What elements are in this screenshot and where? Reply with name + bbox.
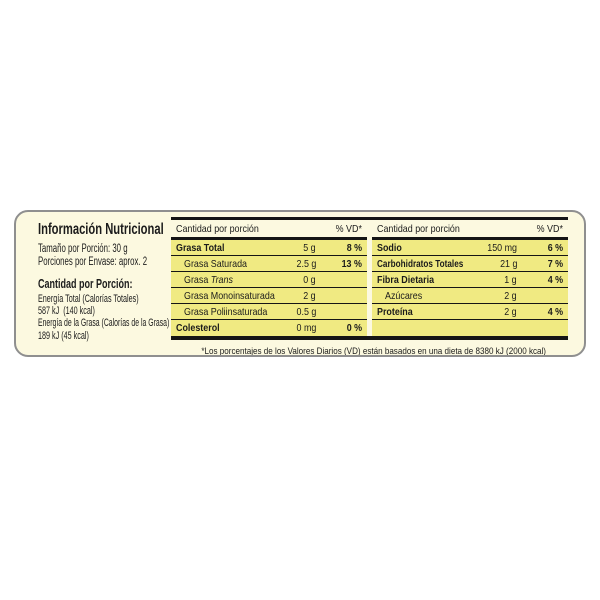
amount-per-serving-text: Cantidad por Porción: <box>38 277 133 291</box>
nutrient-name-italic: Trans <box>210 273 233 286</box>
nutrient-amount <box>276 322 316 334</box>
nutrient-name-text: Carbohidratos Totales <box>377 257 464 270</box>
nutrient-amount <box>276 242 316 254</box>
nutrition-label-panel <box>14 210 586 357</box>
nutrient-dv-text: 13 % <box>341 257 362 270</box>
nutrition-table-carbs <box>372 220 568 336</box>
nutrient-name <box>171 322 276 334</box>
serving-size-text: Tamaño por Porción: 30 g <box>38 243 128 255</box>
daily-value-footnote-text: *Los porcentajes de los Valores Diarios (VD) están basados en una dieta de 8380 kJ (2000 kcal) <box>201 346 547 357</box>
nutrient-amount <box>477 322 517 334</box>
nutrient-dv-text: 4 % <box>547 273 563 286</box>
table-header-daily-value: % VD* <box>536 222 563 235</box>
amount-per-serving-heading <box>38 277 171 291</box>
nutrient-daily-value <box>517 290 568 302</box>
nutrient-row-proteina <box>372 304 568 320</box>
energy-total-value <box>38 305 171 317</box>
energy-fat-value-text: 189 kJ (45 kcal) <box>38 329 89 342</box>
nutrient-row-azucares <box>372 288 568 304</box>
nutrient-name <box>171 306 276 318</box>
nutrient-daily-value <box>517 306 568 318</box>
nutrient-daily-value <box>316 322 367 334</box>
nutrient-name-text: Grasa Saturada <box>184 257 248 270</box>
nutrient-name <box>171 274 276 286</box>
nutrient-amount-text: 0 g <box>303 273 316 286</box>
nutrient-amount <box>477 258 517 270</box>
nutrient-amount <box>276 258 316 270</box>
servings-per-container-line <box>38 256 171 269</box>
nutrient-row-fibra-dietaria <box>372 272 568 288</box>
nutrient-amount <box>477 290 517 302</box>
nutrient-amount-text: 2 g <box>504 289 517 302</box>
servings-per-container-text: Porciones por Envase: aprox. 2 <box>38 255 148 268</box>
nutrient-rows-carbs <box>372 240 568 336</box>
nutrient-amount <box>477 274 517 286</box>
nutrient-name-text: Grasa Poliinsaturada <box>184 305 268 318</box>
nutrient-row-empty <box>372 320 568 336</box>
nutrient-dv-text: 4 % <box>547 305 563 318</box>
nutrient-amount-text: 1 g <box>504 273 517 286</box>
table-header-fats <box>171 220 367 237</box>
nutrient-name <box>171 290 276 302</box>
nutrient-daily-value <box>517 258 568 270</box>
nutrient-name <box>372 290 477 302</box>
nutrient-name <box>372 322 477 334</box>
nutrient-name <box>171 242 276 254</box>
nutrition-title <box>38 220 171 239</box>
energy-fat-value <box>38 330 171 342</box>
nutrient-name <box>171 258 276 270</box>
energy-total-value-text: 587 kJ (140 kcal) <box>38 305 95 318</box>
nutrient-row-grasa-saturada <box>171 256 367 272</box>
table-header-daily-value: % VD* <box>335 222 362 235</box>
nutrient-daily-value <box>316 258 367 270</box>
nutrient-row-grasa-trans <box>171 272 367 288</box>
nutrient-rows-fats <box>171 240 367 336</box>
nutrition-summary-block <box>16 212 171 355</box>
nutrient-name <box>372 258 477 270</box>
nutrient-name <box>372 242 477 254</box>
nutrient-amount <box>477 306 517 318</box>
serving-size-line <box>38 243 171 256</box>
nutrient-name-text: Colesterol <box>176 322 220 334</box>
nutrient-daily-value <box>517 274 568 286</box>
table-header-amount: Cantidad por porción <box>176 222 259 235</box>
nutrient-tables-block <box>171 217 568 355</box>
nutrient-amount <box>477 242 517 254</box>
nutrient-amount-text: 2 g <box>504 305 517 318</box>
thick-rule-bottom <box>171 336 568 340</box>
nutrient-amount-text: 0.5 g <box>296 305 316 318</box>
nutrient-dv-text: 6 % <box>547 241 563 254</box>
nutrient-name-text: Sodio <box>377 241 402 254</box>
nutrient-dv-text: 7 % <box>547 257 563 270</box>
energy-total-label-text: Energía Total (Calorías Totales) <box>38 293 139 305</box>
nutrient-name <box>372 274 477 286</box>
nutrient-amount-text: 2 g <box>303 289 316 302</box>
nutrient-daily-value <box>517 322 568 334</box>
nutrient-name-text: Azúcares <box>385 289 423 302</box>
nutrient-row-grasa-monoinsaturada <box>171 288 367 304</box>
nutrient-table-columns <box>171 220 568 336</box>
nutrient-name <box>372 306 477 318</box>
nutrition-table-fats <box>171 220 367 336</box>
nutrient-amount-text: 21 g <box>499 257 517 270</box>
table-header-amount: Cantidad por porción <box>377 222 460 235</box>
nutrient-daily-value <box>316 274 367 286</box>
nutrient-row-grasa-poliinsaturada <box>171 304 367 320</box>
nutrient-row-grasa-total <box>171 240 367 256</box>
table-header-carbs <box>372 220 568 237</box>
nutrient-daily-value <box>316 242 367 254</box>
nutrient-name-text: Grasa Monoinsaturada <box>184 289 275 302</box>
nutrient-amount <box>276 290 316 302</box>
nutrient-dv-text: 0 % <box>346 322 362 334</box>
nutrient-row-colesterol <box>171 320 367 336</box>
nutrient-amount-text: 2.5 g <box>296 257 316 270</box>
nutrient-name-text: Fibra Dietaria <box>377 273 435 286</box>
nutrient-name-text: Proteína <box>377 305 413 318</box>
nutrient-row-sodio <box>372 240 568 256</box>
nutrient-dv-text: 8 % <box>346 241 362 254</box>
nutrient-amount-text: 150 mg <box>487 241 517 254</box>
nutrient-daily-value <box>316 290 367 302</box>
nutrient-amount-text: 0 mg <box>296 322 316 334</box>
nutrient-daily-value <box>316 306 367 318</box>
nutrition-title-text: Información Nutricional <box>38 221 164 238</box>
energy-fat-label-text: Energía de la Grasa (Calorías de la Grasa) <box>38 317 170 330</box>
nutrient-amount <box>276 274 316 286</box>
energy-fat-label <box>38 317 171 329</box>
nutrient-amount <box>276 306 316 318</box>
nutrient-row-carbohidratos-totales <box>372 256 568 272</box>
energy-total-label <box>38 293 171 305</box>
nutrient-name-text: Grasa Total <box>176 241 225 254</box>
nutrient-name-text <box>184 274 233 286</box>
daily-value-footnote <box>171 346 568 357</box>
nutrient-name-prefix: Grasa <box>184 273 211 286</box>
nutrient-daily-value <box>517 242 568 254</box>
nutrient-amount-text: 5 g <box>303 241 316 254</box>
